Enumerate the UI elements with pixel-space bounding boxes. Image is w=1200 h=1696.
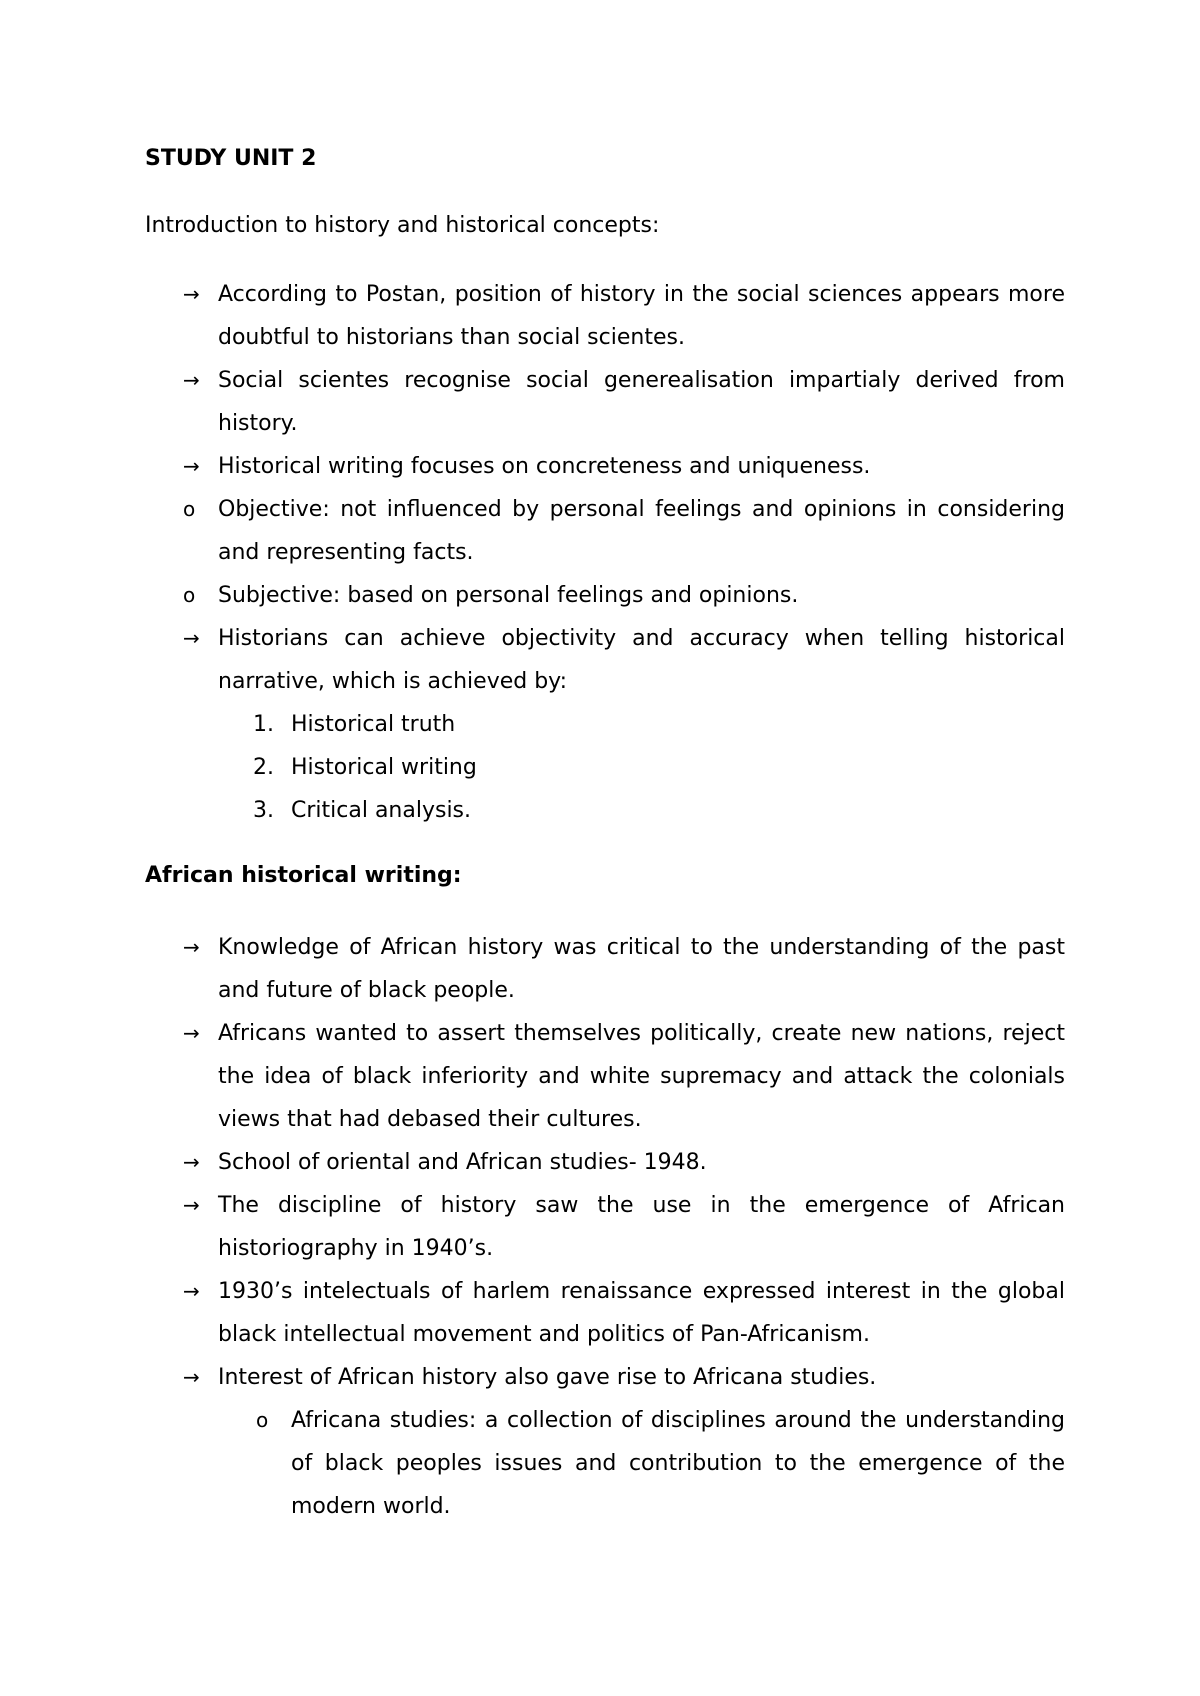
- list-item-text: Knowledge of African history was critical to the understanding of the past and future of black people.: [218, 935, 1065, 1003]
- arrow-icon: →: [183, 1279, 200, 1303]
- arrow-icon: →: [183, 282, 200, 306]
- arrow-icon: →: [183, 1193, 200, 1217]
- numbered-item: [145, 789, 1065, 832]
- section-subtitle: Introduction to history and historical concepts:: [145, 213, 660, 238]
- section-heading: African historical writing:: [145, 863, 462, 888]
- list-item-text: 1930’s intelectuals of harlem renaissance expressed interest in the global black intellectual movement and politics of Pan-Africanism.: [218, 1279, 1065, 1347]
- african-bullet-list: [145, 926, 1065, 1528]
- sub-list-item-text: Africana studies: a collection of disciplines around the understanding of black peoples issues and contribution to the emergence of the modern world.: [291, 1408, 1065, 1519]
- item-number: 2.: [253, 755, 274, 780]
- circle-bullet-icon: o: [183, 497, 196, 521]
- numbered-list-container: [145, 703, 1065, 832]
- list-item-text: The discipline of history saw the use in the emergence of African historiography in 1940’s.: [218, 1193, 1065, 1261]
- list-item-text: According to Postan, position of history in the social sciences appears more doubtful to historians than social scientes.: [218, 282, 1065, 350]
- arrow-icon: →: [183, 1021, 200, 1045]
- numbered-item-text: Critical analysis.: [291, 798, 472, 823]
- list-item: [145, 926, 1065, 1012]
- arrow-icon: →: [183, 454, 200, 478]
- list-item-text: Subjective: based on personal feelings and opinions.: [218, 583, 799, 608]
- list-item: [145, 1356, 1065, 1399]
- numbered-item-text: Historical writing: [291, 755, 477, 780]
- list-item-text: Historians can achieve objectivity and accuracy when telling historical narrative, which is achieved by:: [218, 626, 1065, 694]
- item-number: 1.: [253, 712, 274, 737]
- numbered-item: [145, 703, 1065, 746]
- arrow-icon: →: [183, 935, 200, 959]
- sub-list-item: [145, 1399, 1065, 1528]
- list-item: [145, 1012, 1065, 1141]
- arrow-icon: →: [183, 626, 200, 650]
- list-item: [145, 359, 1065, 445]
- list-item: [145, 445, 1065, 488]
- list-item: [145, 488, 1065, 574]
- list-item-text: Africans wanted to assert themselves politically, create new nations, reject the idea of black inferiority and white supremacy and attack the colonials views that had debased their cultures.: [218, 1021, 1065, 1132]
- list-item-text: School of oriental and African studies- 1948.: [218, 1150, 707, 1175]
- page-title: STUDY UNIT 2: [145, 146, 317, 171]
- arrow-icon: →: [183, 1150, 200, 1174]
- intro-bullet-list: [145, 273, 1065, 832]
- list-item: [145, 1184, 1065, 1270]
- list-item: [145, 1141, 1065, 1184]
- numbered-item: [145, 746, 1065, 789]
- numbered-item-text: Historical truth: [291, 712, 456, 737]
- list-item: [145, 617, 1065, 703]
- item-number: 3.: [253, 798, 274, 823]
- numbered-list: [145, 703, 1065, 832]
- list-item-text: Historical writing focuses on concreteness and uniqueness.: [218, 454, 871, 479]
- circle-bullet-icon: o: [256, 1408, 269, 1432]
- list-item-text: Interest of African history also gave rise to Africana studies.: [218, 1365, 877, 1390]
- circle-bullet-icon: o: [183, 583, 196, 607]
- document-page: [145, 0, 1065, 1696]
- arrow-icon: →: [183, 368, 200, 392]
- list-item-text: Objective: not influenced by personal feelings and opinions in considering and representing facts.: [218, 497, 1065, 565]
- list-item: [145, 574, 1065, 617]
- list-item: [145, 273, 1065, 359]
- list-item-text: Social scientes recognise social generealisation impartialy derived from history.: [218, 368, 1065, 436]
- list-item: [145, 1270, 1065, 1356]
- arrow-icon: →: [183, 1365, 200, 1389]
